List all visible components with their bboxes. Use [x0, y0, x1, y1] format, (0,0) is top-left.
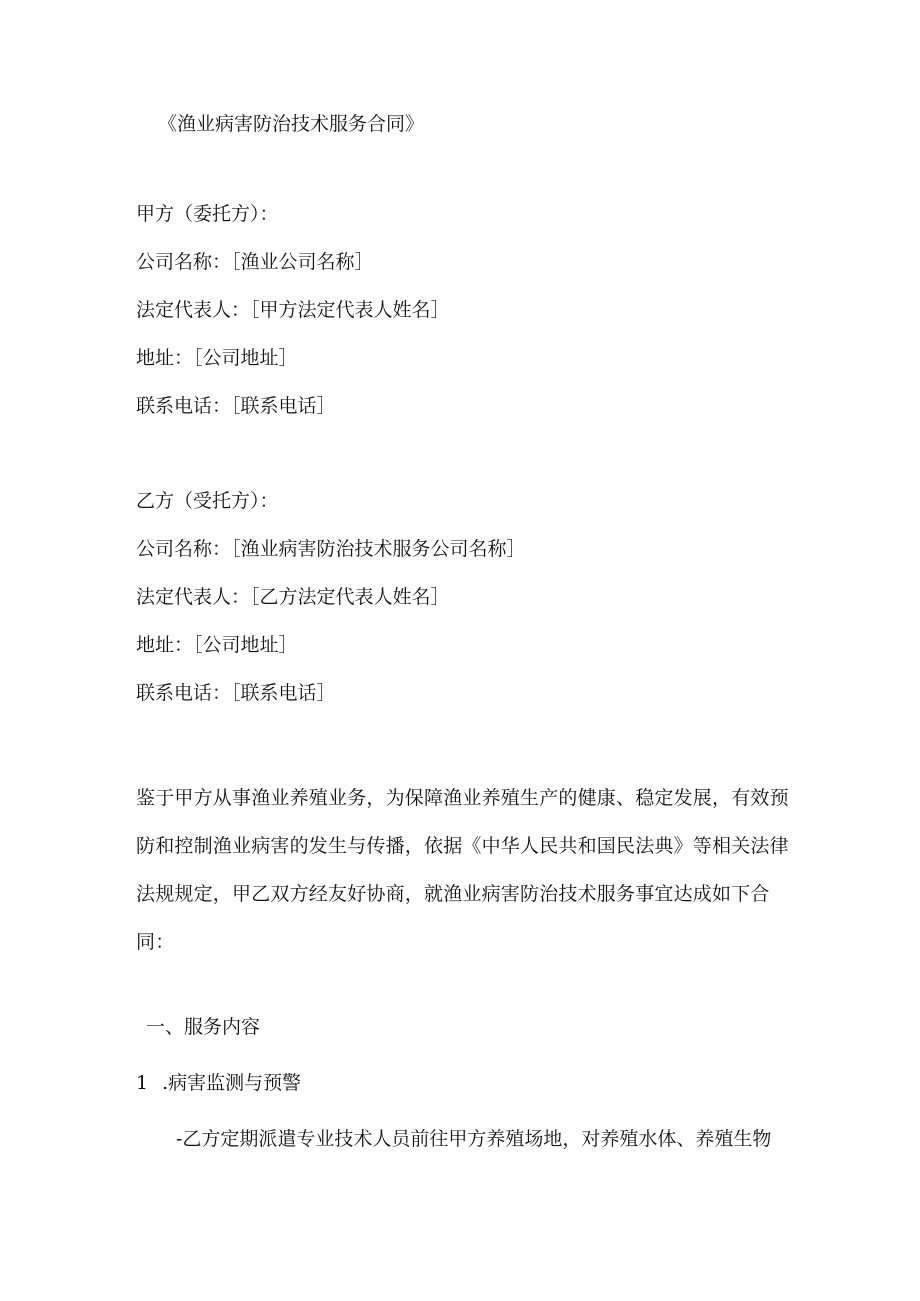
item-title: .病害监测与预警	[162, 1072, 302, 1094]
preamble-line: 防和控制渔业病害的发生与传播，依据《中华人民共和国民法典》等相关法律	[136, 835, 789, 857]
party-a-address: 地址：［公司地址］	[136, 347, 298, 369]
party-b-address: 地址：［公司地址］	[136, 634, 298, 656]
item-description: -乙方定期派遣专业技术人员前往甲方养殖场地，对养殖水体、养殖生物	[176, 1128, 772, 1150]
party-a-company: 公司名称：［渔业公司名称］	[136, 251, 374, 273]
preamble-line: 同：	[136, 931, 175, 953]
item-number	[136, 1071, 301, 1095]
preamble-line: 鉴于甲方从事渔业养殖业务，为保障渔业养殖生产的健康、稳定发展，有效预	[136, 787, 789, 809]
preamble-line: 法规规定，甲乙双方经友好协商，就渔业病害防治技术服务事宜达成如下合	[136, 883, 770, 905]
party-b-representative: 法定代表人：［乙方法定代表人姓名］	[136, 586, 450, 608]
party-b-company: 公司名称：［渔业病害防治技术服务公司名称］	[136, 538, 526, 560]
item-number-digit: 1	[136, 1072, 149, 1094]
preamble-paragraph	[136, 774, 789, 966]
section-heading: 一、服务内容	[146, 1016, 261, 1038]
party-b-phone: 联系电话：［联系电话］	[136, 682, 336, 704]
document-title: 《渔业病害防治技术服务合同》	[158, 113, 425, 135]
party-a-heading: 甲方（委托方）：	[136, 203, 279, 225]
party-a-representative: 法定代表人：［甲方法定代表人姓名］	[136, 299, 450, 321]
party-a-phone: 联系电话：［联系电话］	[136, 395, 336, 417]
party-b-heading: 乙方（受托方）：	[136, 490, 279, 512]
